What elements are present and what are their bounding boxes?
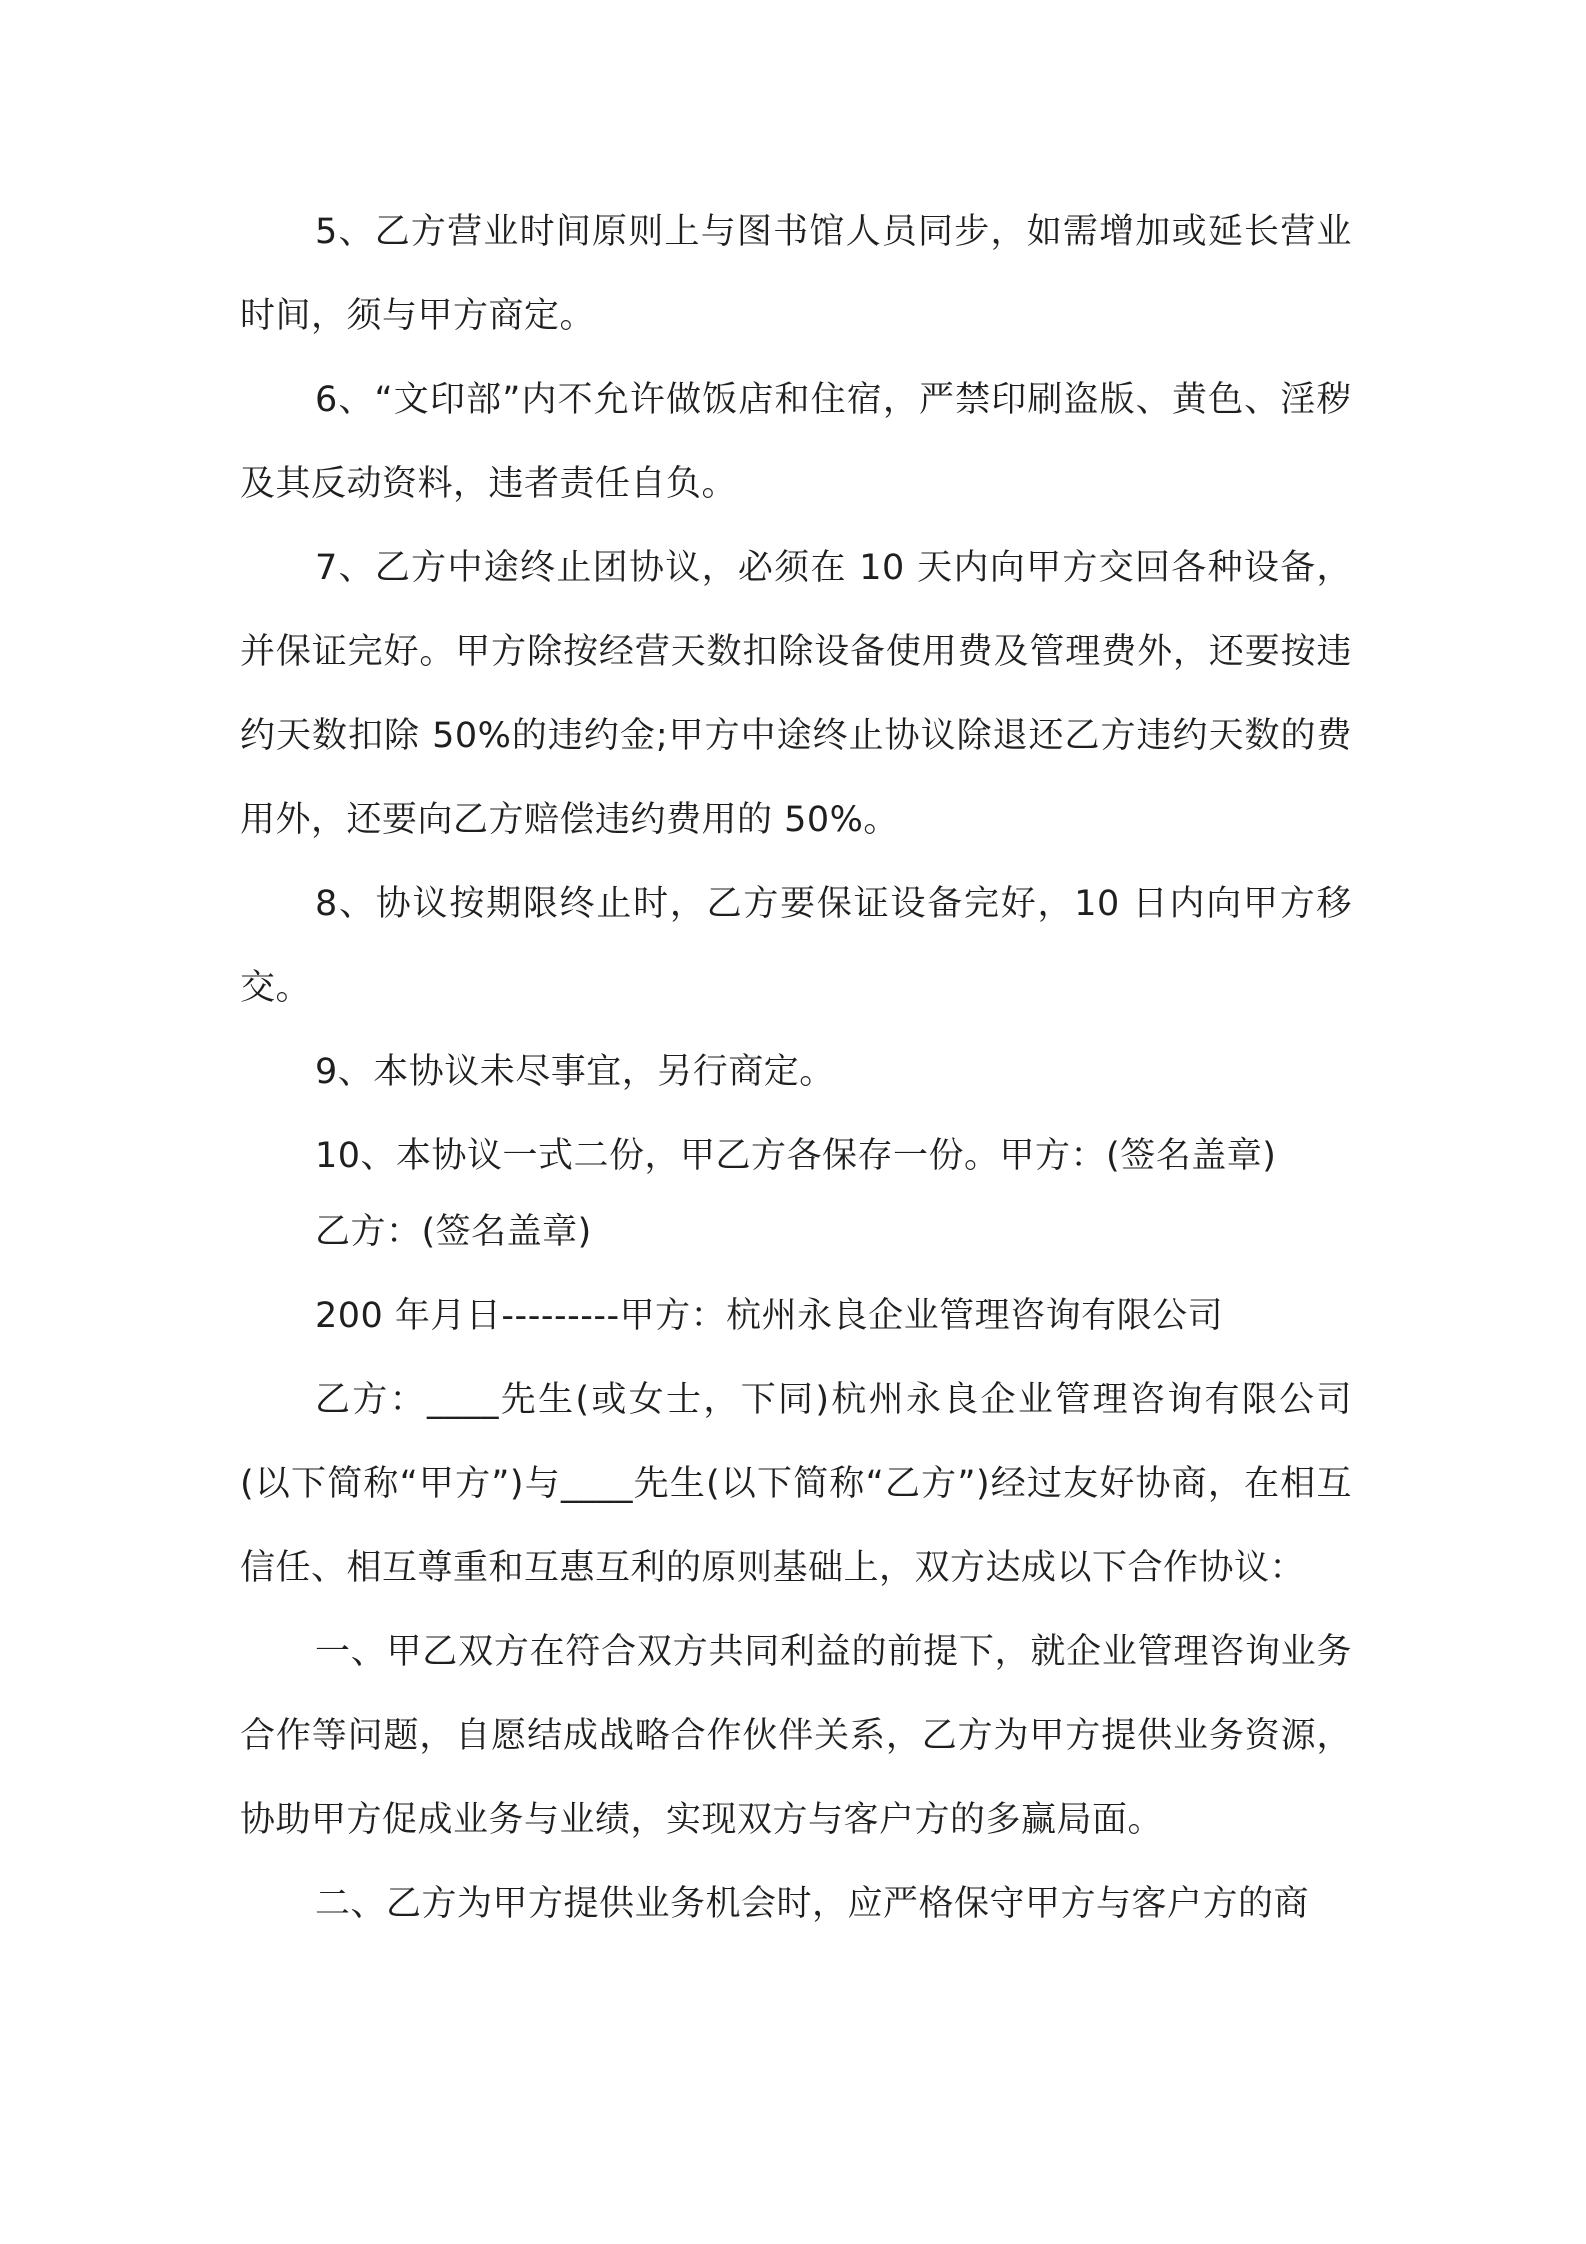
- date-and-party-a-line: 200 年月日---------甲方：杭州永良企业管理咨询有限公司: [315, 1296, 1224, 1336]
- clause-6: 6、“文印部”内不允许做饭店和住宿，严禁印刷盗版、黄色、淫秽及其反动资料，违者责任自负。: [240, 380, 1352, 504]
- clause-5: 5、乙方营业时间原则上与图书馆人员同步，如需增加或延长营业时间，须与甲方商定。: [240, 212, 1352, 336]
- agreement-preamble: 乙方：____先生(或女士，下同)杭州永良企业管理咨询有限公司(以下简称“甲方”)与____先生(以下简称“乙方”)经过友好协商，在相互信任、相互尊重和互惠互利的原则基础上，双方达成以下合作协议：: [240, 1380, 1352, 1588]
- clause-9: 9、本协议未尽事宜，另行商定。: [315, 1052, 835, 1092]
- article-two: 二、乙方为甲方提供业务机会时，应严格保守甲方与客户方的商: [315, 1884, 1310, 1924]
- clause-10: 10、本协议一式二份，甲乙方各保存一份。甲方：(签名盖章): [315, 1136, 1277, 1176]
- document-body: [240, 190, 1352, 1946]
- party-b-signature-line: 乙方：(签名盖章): [315, 1212, 592, 1252]
- clause-7: 7、乙方中途终止团协议，必须在 10 天内向甲方交回各种设备，并保证完好。甲方除按经营天数扣除设备使用费及管理费外，还要按违约天数扣除 50%的违约金;甲方中途终止协议除退还乙方违约天数的费用外，还要向乙方赔偿违约费用的 50%。: [240, 548, 1352, 840]
- article-one: 一、甲乙双方在符合双方共同利益的前提下，就企业管理咨询业务合作等问题，自愿结成战略合作伙伴关系，乙方为甲方提供业务资源，协助甲方促成业务与业绩，实现双方与客户方的多赢局面。: [240, 1632, 1352, 1840]
- clause-8: 8、协议按期限终止时，乙方要保证设备完好，10 日内向甲方移交。: [240, 884, 1352, 1008]
